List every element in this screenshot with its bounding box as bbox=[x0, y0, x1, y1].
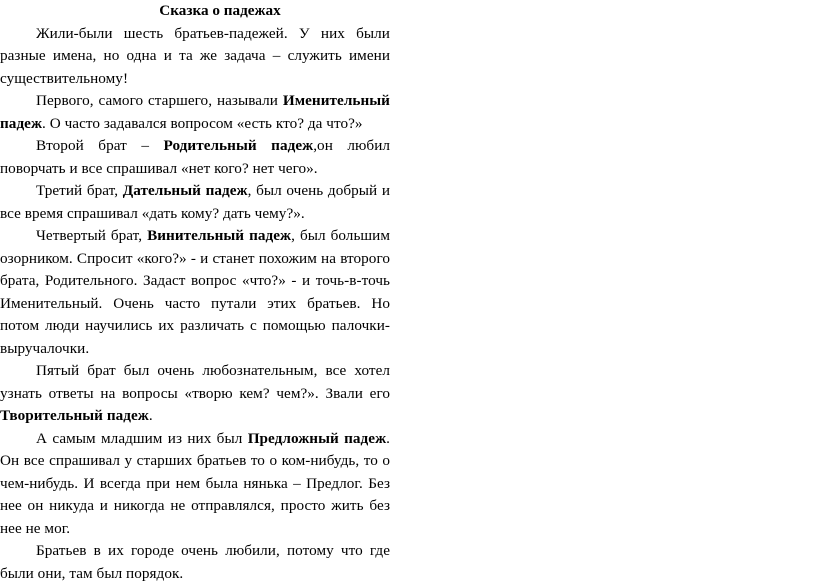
paragraph-8 bbox=[0, 540, 390, 585]
paragraph-4 bbox=[0, 180, 390, 225]
case-prepositional: Предложный падеж bbox=[247, 429, 387, 447]
paragraph-7-text-end: . Он все спрашивал у старших братьев то о ком-нибудь, то о чем-нибудь. И всегда при нем была нянька – Предлог. Без нее он никуда и никогда не отправлялся, просто жить без нее не мог. bbox=[0, 429, 390, 537]
paragraph-6-text-start: Пятый брат был очень любознательным, все хотел узнать ответы на вопросы «творю кем? чем?». Звали его bbox=[0, 362, 390, 402]
paragraph-5 bbox=[0, 225, 390, 360]
case-accusative: Винительный падеж bbox=[147, 227, 292, 244]
paragraph-6-text-end: . bbox=[148, 407, 153, 424]
paragraph-2-text-start: Первого, самого старшего, называли bbox=[36, 92, 283, 109]
paragraph-7 bbox=[0, 428, 390, 541]
paragraph-3-text-start: Второй брат – bbox=[36, 137, 164, 154]
paragraph-1-text: Жили-были шесть братьев-падежей. У них были разные имена, но одна и та же задача – служить имени существительному! bbox=[0, 24, 390, 87]
document-page bbox=[0, 0, 390, 585]
paragraph-6 bbox=[0, 360, 390, 428]
document-title: Сказка о падежах bbox=[159, 2, 281, 19]
paragraph-8-text: Братьев в их городе очень любили, потому что где были они, там был порядок. bbox=[0, 542, 390, 582]
paragraph-3 bbox=[0, 135, 390, 180]
paragraph-5-text-start: Четвертый брат, bbox=[36, 227, 148, 244]
paragraph-4-text-end: , был очень добрый и все время спрашивал «дать кому? дать чему?». bbox=[0, 182, 390, 222]
paragraph-5-text-end: , был большим озорником. Спросит «кого?» - и станет похожим на второго брата, Родительного. Задаст вопрос «что?» - и точь-в-точь Именительный. Очень часто путали этих братьев. Но потом люди научились их различать с помощью палочки-выручалочки. bbox=[0, 227, 390, 357]
paragraph-4-text-start: Третий брат, bbox=[36, 182, 123, 199]
case-instrumental: Творительный падеж bbox=[0, 407, 149, 424]
paragraph-2 bbox=[0, 90, 390, 135]
paragraph-7-text-start: А самым младшим из них был bbox=[36, 429, 248, 447]
paragraph-1 bbox=[0, 23, 390, 91]
paragraph-2-text-end: . О часто задавался вопросом «есть кто? да что?» bbox=[42, 114, 363, 132]
paragraph-3-text-end: ,он любил поворчать и все спрашивал «нет кого? нет чего». bbox=[0, 137, 391, 177]
case-genitive: Родительный падеж bbox=[163, 137, 314, 154]
case-nominative: Именительный падеж bbox=[0, 92, 390, 132]
case-dative: Дательный падеж bbox=[122, 182, 248, 199]
